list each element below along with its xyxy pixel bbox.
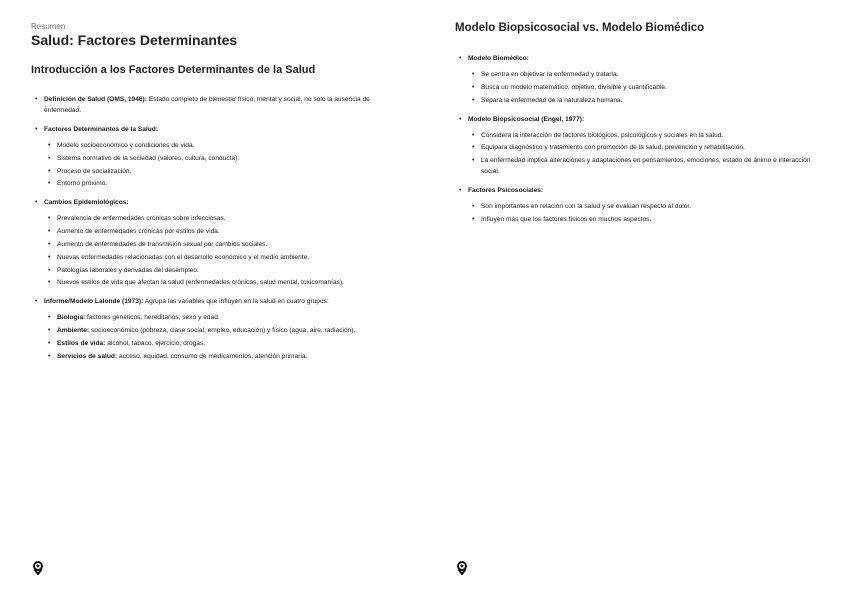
sub-item-text: Influyen más que los factores físicos en muchos aspectos. xyxy=(481,215,652,223)
sub-item-text: Sistema normativo de la sociedad (valores, cultura, conducta). xyxy=(57,154,240,162)
sub-item-text: Patologías laborales y derivadas del desempleo. xyxy=(57,266,199,274)
right-bullet-list xyxy=(459,53,824,225)
sub-list-item xyxy=(48,213,375,224)
sub-list-item xyxy=(472,142,824,153)
sub-item-text: Aumento de enfermedades crónicas por estilos de vida. xyxy=(57,228,220,236)
sub-list-item xyxy=(48,239,375,250)
sub-list-item xyxy=(48,351,375,362)
sub-list-item xyxy=(48,277,375,288)
right-page xyxy=(424,0,848,600)
sub-item-text: Proceso de socialización. xyxy=(57,167,132,175)
sub-item-text: Prevalencia de enfermedades crónicas sobre infecciosas. xyxy=(57,215,226,223)
sub-list-item xyxy=(48,325,375,336)
sub-list-item xyxy=(48,178,375,189)
section-title: Introducción a los Factores Determinantes de la Salud xyxy=(31,64,316,76)
page-title: Salud: Factores Determinantes xyxy=(31,32,238,48)
sub-item-term: Estilos de vida: xyxy=(57,339,106,347)
list-item xyxy=(35,124,375,189)
sub-list xyxy=(468,69,824,106)
sub-item-text: socioeconómico (pobreza, clase social, empleo, educación) y físico (agua, aire, radiación). xyxy=(89,327,356,335)
sub-list-item xyxy=(48,140,375,151)
sub-item-text: Modelo socioeconómico y condiciones de vida. xyxy=(57,142,195,149)
sub-list-item xyxy=(48,226,375,237)
item-term: Definición de Salud (OMS, 1946): xyxy=(44,96,147,103)
sub-list-item xyxy=(48,153,375,164)
item-term: Modelo Biomédico: xyxy=(468,55,529,62)
sub-item-text: Busca un modelo matemático, objetivo, divisible y cuantificable. xyxy=(481,83,667,91)
list-item xyxy=(35,94,375,116)
item-term: Modelo Biopsicosocial (Engel, 1977): xyxy=(468,115,585,123)
item-text: Agrupa las variables que influyen en la salud en cuatro grupos: xyxy=(143,298,329,306)
sub-list-item xyxy=(472,155,824,177)
sub-list-item xyxy=(48,166,375,177)
sub-item-text: Nuevas enfermedades relacionadas con el desarrollo económico y el medio ambiente. xyxy=(57,253,310,261)
sub-list-item xyxy=(472,95,824,106)
list-item xyxy=(459,53,824,106)
sub-item-text: Separa la enfermedad de la naturaleza humana. xyxy=(481,96,623,104)
sub-list-item xyxy=(472,82,824,93)
item-term: Cambios Epidemiológicos: xyxy=(44,199,129,207)
sub-list xyxy=(44,140,375,189)
brand-logo-icon xyxy=(31,561,45,575)
list-item xyxy=(459,185,824,225)
sub-item-text: acceso, equidad, consumo de medicamentos, atención primaria. xyxy=(117,352,308,360)
page-kicker: Resumen xyxy=(31,22,66,31)
sub-list xyxy=(44,312,375,361)
sub-item-term: Biología: xyxy=(57,314,86,322)
sub-item-text: Equipara diagnóstico y tratamiento con promoción de la salud, prevención y rehabilitación. xyxy=(481,144,745,152)
sub-item-text: Nuevos estilos de vida que afectan la salud (enfermedades crónicas, salud mental, toxicomanías). xyxy=(57,279,344,287)
sub-item-text: factores genéticos, hereditarios, sexo y edad. xyxy=(85,314,220,322)
sub-item-text: Considera la interacción de factores biológicos, psicológicos y sociales en la salud. xyxy=(481,131,724,139)
page-title: Modelo Biopsicosocial vs. Modelo Biomédico xyxy=(455,22,705,34)
list-item xyxy=(35,197,375,288)
sub-list-item xyxy=(472,130,824,141)
left-content xyxy=(35,94,375,370)
sub-item-text: alcohol, tabaco, ejercicio, drogas. xyxy=(105,339,206,347)
sub-list xyxy=(468,130,824,178)
sub-item-text: Aumento de enfermedades de transmisión sexual por cambios sociales. xyxy=(57,240,268,248)
item-term: Factores Psicosociales: xyxy=(468,187,544,195)
sub-list-item xyxy=(48,338,375,349)
brand-logo-icon xyxy=(455,561,469,575)
right-content xyxy=(459,53,824,233)
sub-item-term: Ambiente: xyxy=(57,327,90,335)
sub-list xyxy=(44,213,375,288)
sub-item-term: Servicios de salud: xyxy=(57,352,118,360)
list-item xyxy=(35,296,375,361)
list-item xyxy=(459,114,824,178)
sub-list-item xyxy=(472,214,824,225)
sub-list-item xyxy=(48,312,375,323)
sub-item-text: La enfermedad implica alteraciones y adaptaciones en pensamientos, emociones, estado de ánimo e interacción social. xyxy=(481,157,811,176)
sub-list-item xyxy=(48,252,375,263)
sub-list-item xyxy=(472,69,824,80)
item-term: Informe/Modelo Lalonde (1973): xyxy=(44,298,144,306)
sub-list-item xyxy=(472,201,824,212)
item-text: Estado completo de bienestar físico, mental y social, no solo la ausencia de enfermedad. xyxy=(44,96,370,114)
left-bullet-list xyxy=(35,94,375,362)
sub-item-text: Entorno próximo. xyxy=(57,180,108,188)
item-term: Factores Determinantes de la Salud: xyxy=(44,126,158,133)
sub-item-text: Se centra en objetivar la enfermedad y tratarla. xyxy=(481,71,619,78)
sub-item-text: Son importantes en relación con la salud y se evalúan respecto al dolor. xyxy=(481,203,692,211)
sub-list xyxy=(468,201,824,225)
sub-list-item xyxy=(48,265,375,276)
